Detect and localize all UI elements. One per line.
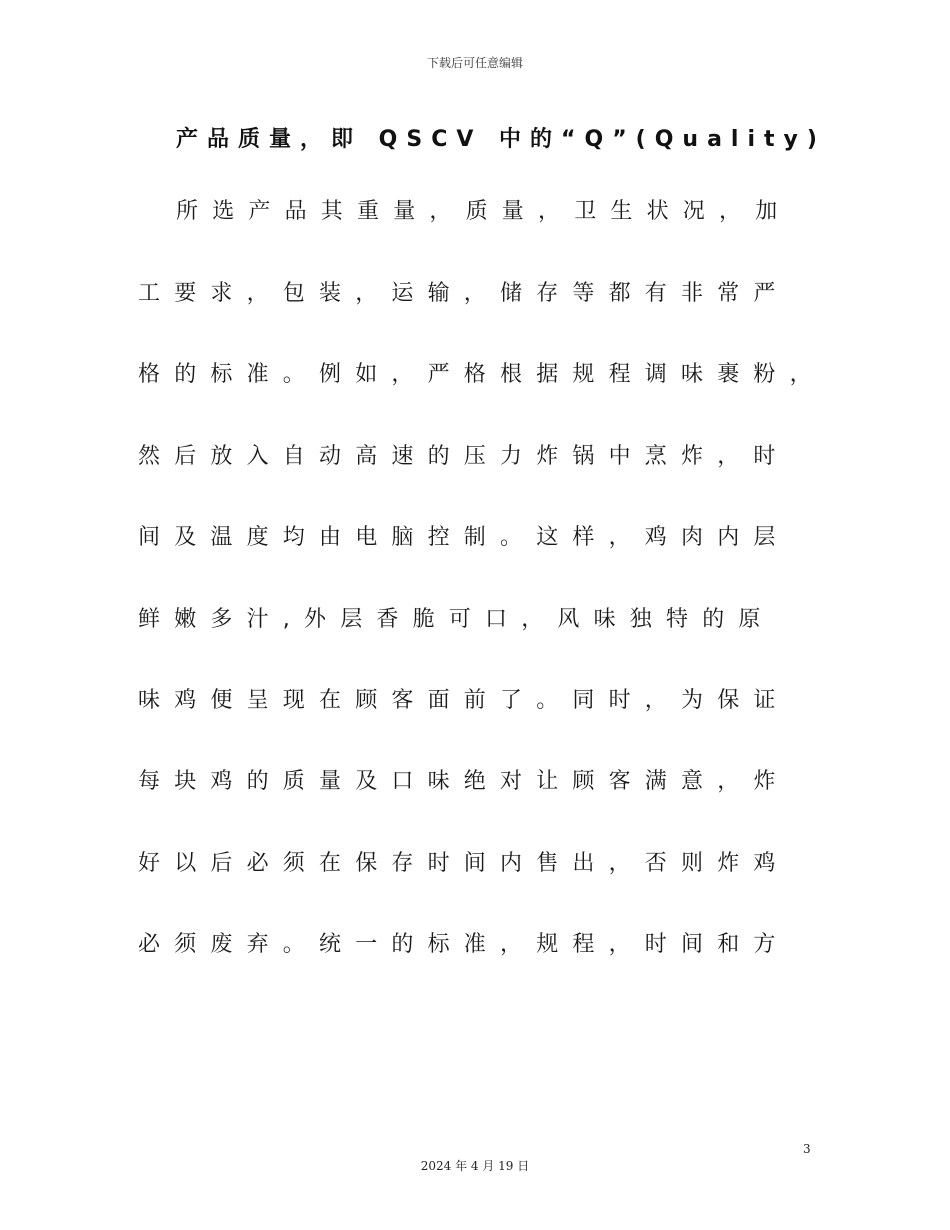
paragraph-line: 好以后必须在保存时间内售出，否则炸鸡 (138, 851, 790, 876)
footer-date: 2024 年 4 月 19 日 (420, 1159, 530, 1173)
paragraph-line: 然后放入自动高速的压力炸锅中烹炸，时 (138, 444, 790, 469)
page-number: 3 (803, 1142, 811, 1156)
paragraph-line: 每块鸡的质量及口味绝对让顾客满意，炸 (138, 769, 790, 794)
paragraph-line: 鲜嫩多汁,外层香脆可口，风味独特的原 (138, 607, 775, 632)
paragraph-line: 所选产品其重量，质量，卫生状况，加 (176, 199, 792, 224)
section-heading: 产品质量，即 QSCV 中的“Q”(Quality) (176, 127, 826, 152)
paragraph-line: 间及温度均由电脑控制。这样，鸡肉内层 (138, 525, 790, 550)
paragraph-line: 味鸡便呈现在顾客面前了。同时，为保证 (138, 688, 790, 713)
paragraph-line: 必须废弃。统一的标准，规程，时间和方 (138, 932, 790, 957)
header-note: 下载后可任意编辑 (426, 56, 523, 70)
paragraph-line: 工要求，包装，运输，储存等都有非常严 (138, 281, 790, 306)
paragraph-line: 格的标准。例如，严格根据规程调味裹粉， (138, 362, 826, 387)
